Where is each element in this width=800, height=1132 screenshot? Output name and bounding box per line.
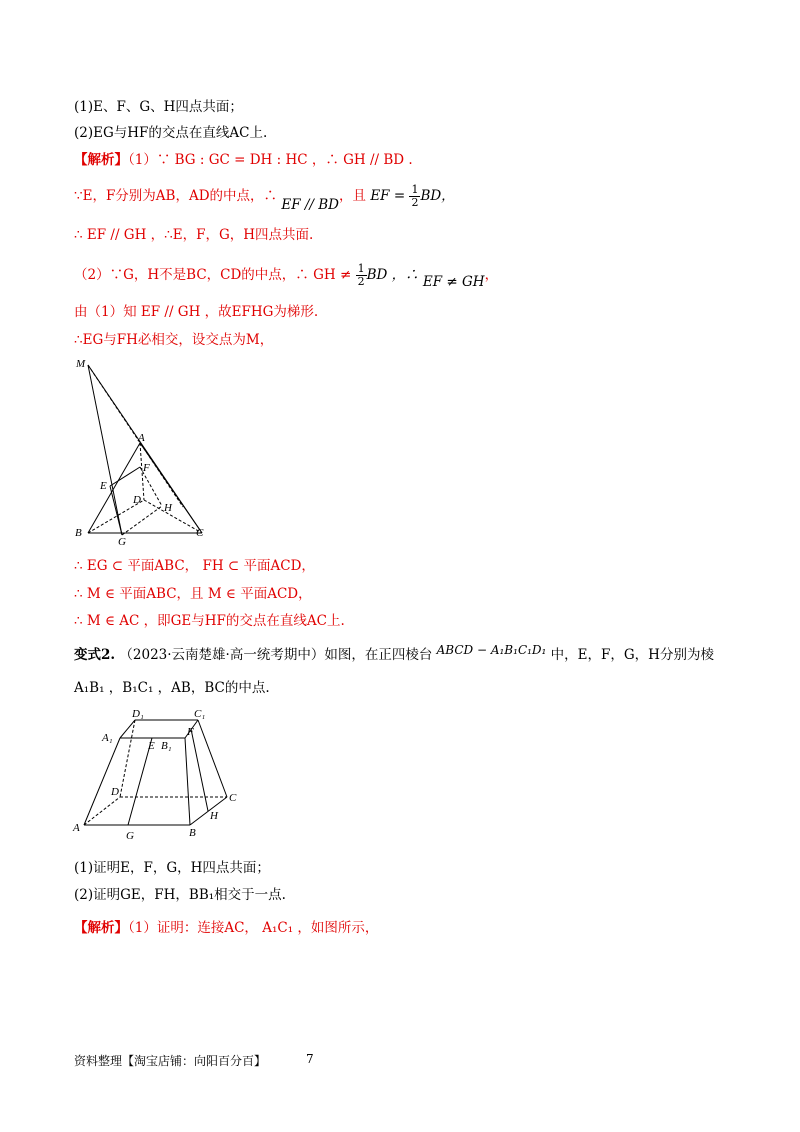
- solution-text: ，且: [339, 188, 367, 204]
- label-E: E: [100, 480, 107, 492]
- label-M: M: [76, 358, 86, 370]
- solution-line-5: 由（1）知 EF // GH ，故EFHG为梯形.: [74, 304, 319, 320]
- label-H: H: [164, 502, 172, 514]
- solution-text: （2）∵G，H不是BC，CD的中点，∴ GH ≠: [74, 267, 352, 283]
- solution-line-2: [74, 183, 455, 213]
- math-expr: EF ≠ GH: [422, 274, 485, 290]
- label-F: F: [143, 462, 150, 474]
- variant-source: （2023·云南楚雄·高一统考期中）如图，在正四棱台: [119, 647, 433, 663]
- label-D1: D₁: [132, 708, 144, 720]
- label-C: C: [196, 527, 204, 539]
- label-G: G: [126, 830, 134, 842]
- label-D: D: [133, 494, 141, 506]
- math-expr: ABCD − A₁B₁C₁D₁: [436, 643, 547, 657]
- label-C: C: [229, 792, 237, 804]
- solution-line-9: ∴ M ∈ AC ，即GE与HF的交点在直线AC上.: [74, 613, 345, 629]
- solution-tag: 【解析】: [74, 152, 128, 168]
- variant-title: 变式2.: [74, 647, 116, 663]
- solution-text: （1）证明：连接AC， A₁C₁ ，如图所示，: [128, 920, 379, 936]
- label-A: A: [138, 432, 145, 444]
- label-C1: C₁: [194, 708, 206, 720]
- problem-part-2: (2)EG与HF的交点在直线AC上.: [74, 125, 268, 141]
- variant-q2: (2)证明GE，FH，BB₁相交于一点.: [74, 887, 286, 903]
- solution-line-4: [74, 263, 498, 288]
- math-expr: BD ，∴: [366, 267, 419, 283]
- variant-header: [74, 643, 714, 664]
- label-F: F: [187, 726, 194, 738]
- solution-line-1: [74, 151, 413, 169]
- solution-tag: 【解析】: [74, 920, 128, 936]
- label-A1: A₁: [102, 732, 113, 744]
- label-D: D: [111, 786, 119, 798]
- math-expr: BD，: [420, 188, 455, 204]
- frustum-figure: [70, 705, 250, 845]
- variant-q1: (1)证明E，F，G，H四点共面；: [74, 860, 270, 876]
- page-number: 7: [306, 1052, 314, 1066]
- solution-line-7: ∴ EG ⊂ 平面ABC， FH ⊂ 平面ACD，: [74, 558, 315, 574]
- label-H: H: [210, 810, 218, 822]
- variant-solution: [74, 919, 378, 937]
- math-expr: EF // BD: [281, 197, 340, 213]
- label-B: B: [189, 827, 196, 839]
- fraction-half: $\frac{1}{2}$: [357, 262, 365, 288]
- solution-line-3: ∴ EF // GH ，∴E，F，G，H四点共面.: [74, 227, 314, 243]
- solution-line-8: ∴ M ∈ 平面ABC，且 M ∈ 平面ACD，: [74, 586, 312, 602]
- label-A: A: [73, 822, 80, 834]
- label-B: B: [75, 527, 82, 539]
- problem-part-1: (1)E、F、G、H四点共面；: [74, 99, 243, 115]
- label-G: G: [118, 536, 126, 545]
- label-B1: B₁: [161, 740, 172, 752]
- variant-line-2: A₁B₁ ，B₁C₁ ，AB，BC的中点.: [74, 680, 270, 696]
- solution-text: ∵E，F分别为AB，AD的中点，∴: [74, 188, 278, 204]
- footer-text: 资料整理【淘宝店铺：向阳百分百】: [74, 1054, 267, 1068]
- pyramid-figure: [70, 355, 210, 545]
- fraction-half: $\frac{1}{2}$: [411, 183, 419, 209]
- solution-line-6: ∴EG与FH必相交，设交点为M，: [74, 332, 274, 348]
- variant-text: 中，E，F，G，H分别为棱: [550, 647, 714, 663]
- label-E: E: [148, 740, 155, 752]
- solution-text: （1）∵ BG : GC = DH : HC ，∴ GH // BD .: [128, 152, 413, 168]
- math-expr: EF =: [370, 188, 406, 204]
- solution-text: ，: [484, 267, 499, 283]
